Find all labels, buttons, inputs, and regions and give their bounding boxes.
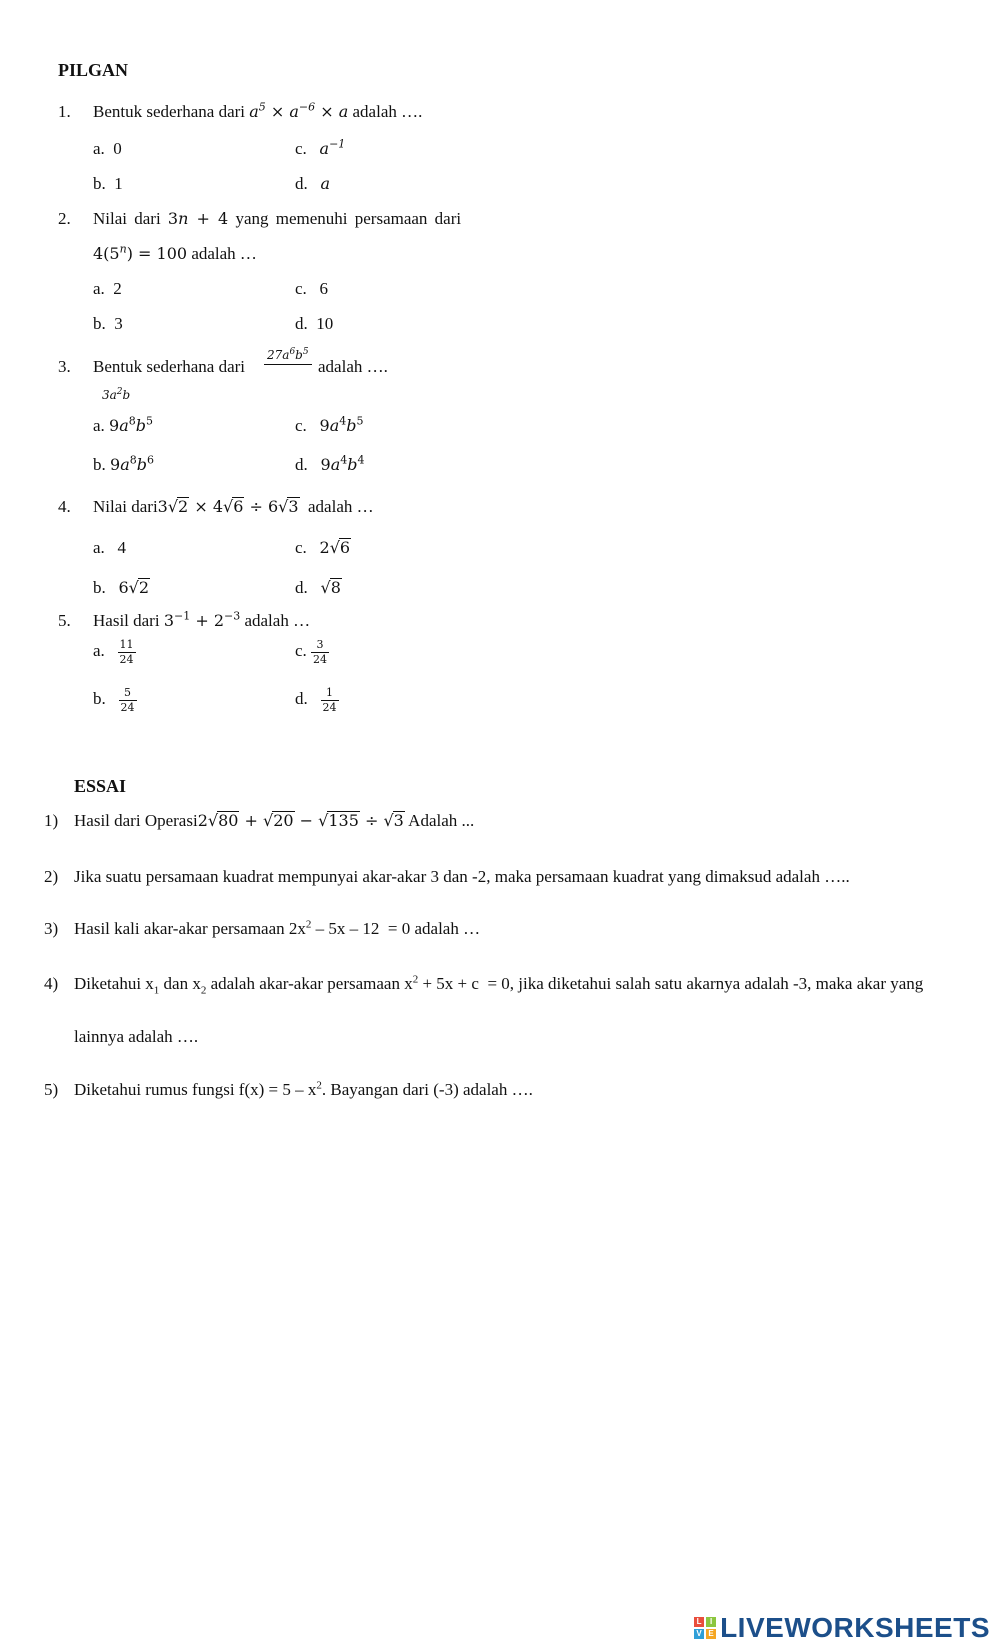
option-value: $9a^8b^6$ xyxy=(110,453,154,474)
option-value: 0 xyxy=(113,139,122,158)
q2-option-c[interactable] xyxy=(295,279,328,299)
question-3-number: 3. xyxy=(58,357,71,376)
option-label: a. xyxy=(93,641,105,661)
question-4-suffix: adalah … xyxy=(308,497,374,516)
option-label: b. xyxy=(93,578,106,597)
essay-1-suffix: Adalah ... xyxy=(408,811,475,830)
option-label: a. xyxy=(93,538,105,557)
q1-option-a[interactable] xyxy=(93,139,122,159)
option-label: b. xyxy=(93,174,106,193)
option-label: d. xyxy=(295,689,308,709)
option-label: c. xyxy=(295,538,307,557)
option-label: a. xyxy=(93,139,105,158)
option-label: c. xyxy=(295,139,307,158)
essay-4-equation: $x^2 + 5x + c = 0$ xyxy=(404,973,510,993)
option-label: d. xyxy=(295,174,308,193)
question-2-suffix: yang memenuhi persamaan dari xyxy=(235,209,462,228)
essay-4-line-2: lainnya adalah …. xyxy=(74,1027,199,1046)
q2-option-b[interactable] xyxy=(93,314,123,334)
essay-3-prefix: Hasil kali akar-akar persamaan xyxy=(74,919,285,938)
option-value: $a^{-1}$ xyxy=(319,137,346,158)
question-5-suffix: adalah … xyxy=(244,611,311,630)
question-2-line-2-suffix: adalah … xyxy=(191,244,257,263)
question-1-suffix: adalah …. xyxy=(352,102,423,121)
option-value: 3 xyxy=(114,314,123,333)
q4-option-a[interactable] xyxy=(93,538,126,558)
option-label: b. xyxy=(93,689,106,709)
option-label: b. xyxy=(93,314,106,333)
question-3-suffix: adalah …. xyxy=(318,357,388,376)
essay-3-number: 3) xyxy=(44,919,59,938)
essay-4-line-1: Diketahui $x_1$ dan $x_2$ adalah akar-akar persamaan $x^2 + 5x + c = 0$, jika diketahui salah satu akarnya adalah -3, maka akar yang xyxy=(74,973,924,997)
essay-3-text xyxy=(74,919,480,939)
essay-4-prefix: Diketahui xyxy=(74,974,142,993)
option-value: $\frac{1}{24}$ xyxy=(322,686,337,714)
q1-option-c[interactable] xyxy=(295,139,345,159)
option-label: a. xyxy=(93,416,105,435)
option-value: 6 xyxy=(319,279,329,298)
question-5-text xyxy=(93,611,310,631)
q5-option-c[interactable] xyxy=(295,638,329,667)
essay-4-number: 4) xyxy=(44,974,59,993)
essay-4-tail: , jika diketahui salah satu akarnya adalah -3, maka akar yang xyxy=(509,974,924,993)
option-value: $\frac{11}{24}$ xyxy=(119,638,134,666)
logo-square: L xyxy=(694,1617,704,1627)
essay-5-text: Diketahui rumus fungsi $f(x) = 5 - x^2$. Bayangan dari (-3) adalah …. xyxy=(74,1079,533,1099)
q3-option-a[interactable] xyxy=(93,416,153,436)
essay-1-expression: 2√80 + √20 − √135 ÷ √3 xyxy=(197,811,404,830)
question-1-text xyxy=(93,102,422,122)
essay-5-number: 5) xyxy=(44,1080,59,1099)
q3-option-c[interactable] xyxy=(295,416,364,436)
option-value: $9a^8b^5$ xyxy=(109,414,154,435)
essay-2-number: 2) xyxy=(44,867,59,886)
essay-5-suffix: . Bayangan dari (-3) adalah …. xyxy=(321,1080,533,1099)
option-label: a. xyxy=(93,279,105,298)
q5-option-b[interactable] xyxy=(93,686,137,715)
essay-5-prefix: Diketahui rumus fungsi f(x) = 5 – x xyxy=(74,1080,317,1099)
question-2-prefix: Nilai dari xyxy=(93,209,161,228)
option-value: $\frac{3}{24}$ xyxy=(313,638,328,666)
option-label: c. xyxy=(295,279,307,298)
question-3-prefix: Bentuk sederhana dari xyxy=(93,357,245,376)
option-value: 10 xyxy=(316,314,334,333)
option-label: d. xyxy=(295,578,308,597)
q5-option-a[interactable] xyxy=(93,638,136,667)
essay-4-mid-1: dan xyxy=(163,974,189,993)
option-label: c. xyxy=(295,641,307,661)
pilgan-heading: PILGAN xyxy=(58,60,129,80)
question-5-expression: $3^{-1} + 2^{-3}$ xyxy=(163,609,241,630)
question-3-denominator: $3a^2b$ xyxy=(102,387,131,402)
question-1-prefix: Bentuk sederhana dari xyxy=(93,102,245,121)
option-value: 2 xyxy=(113,279,122,298)
essay-2-text: Jika suatu persamaan kuadrat mempunyai akar-akar 3 dan -2, maka persamaan kuadrat yang dimaksud adalah ….. xyxy=(74,867,850,886)
essay-1-number: 1) xyxy=(44,811,59,830)
question-4-number: 4. xyxy=(58,497,71,516)
option-value: $\frac{5}{24}$ xyxy=(120,686,135,714)
q3-option-d[interactable] xyxy=(295,455,364,475)
option-value: 6√2 xyxy=(118,578,150,597)
essai-heading: ESSAI xyxy=(74,776,127,796)
option-value: √8 xyxy=(320,578,341,597)
essay-3-equation: $2x^2 - 5x - 12 = 0$ xyxy=(288,918,411,938)
option-value: 4 xyxy=(117,538,127,557)
q1-option-b[interactable] xyxy=(93,174,123,194)
logo-square: V xyxy=(694,1629,704,1639)
option-value: 2√6 xyxy=(319,538,351,557)
essay-4-mid-2: adalah akar-akar persamaan xyxy=(210,974,400,993)
essay-3-suffix: adalah … xyxy=(414,919,481,938)
q2-option-d[interactable] xyxy=(295,314,333,334)
option-label: d. xyxy=(295,314,308,333)
question-4-prefix: Nilai dari xyxy=(93,497,158,516)
essay-1-prefix: Hasil dari Operasi xyxy=(74,811,198,830)
logo-square: E xyxy=(706,1629,716,1639)
option-label: c. xyxy=(295,416,307,435)
question-1-expression: $a^5 \times a^{-6} \times a$ xyxy=(249,100,349,121)
q2-option-a[interactable] xyxy=(93,279,122,299)
liveworksheets-logo xyxy=(694,1612,990,1644)
question-2-number: 2. xyxy=(58,209,71,228)
logo-icon xyxy=(694,1617,716,1639)
q5-option-d[interactable] xyxy=(295,686,339,715)
option-value: 1 xyxy=(114,174,123,193)
question-2-line-2 xyxy=(93,244,257,264)
logo-text: LIVEWORKSHEETS xyxy=(720,1612,990,1643)
question-5-prefix: Hasil dari xyxy=(93,611,160,630)
option-value: $9a^4b^5$ xyxy=(319,414,364,435)
question-2-line-1 xyxy=(93,209,461,229)
essay-1-text xyxy=(74,811,474,831)
question-1-number: 1. xyxy=(58,102,71,121)
question-4-expression: 3√2 × 4√6 ÷ 6√3 xyxy=(157,497,299,516)
q4-option-c[interactable] xyxy=(295,538,351,558)
option-value: a xyxy=(320,174,331,193)
question-3-numerator: $27a^6b^5$ xyxy=(264,348,312,365)
question-5-number: 5. xyxy=(58,611,71,630)
q3-option-b[interactable] xyxy=(93,455,154,475)
question-2-expression: 3n + 4 xyxy=(167,209,229,228)
q1-option-d[interactable] xyxy=(295,174,330,194)
option-label: b. xyxy=(93,455,106,474)
q4-option-d[interactable] xyxy=(295,578,342,598)
q4-option-b[interactable] xyxy=(93,578,150,598)
logo-square: I xyxy=(706,1617,716,1627)
option-value: $9a^4b^4$ xyxy=(320,453,365,474)
question-4-text xyxy=(93,497,374,517)
question-2-equation: $4(5^n) = 100$ xyxy=(93,242,188,263)
option-label: d. xyxy=(295,455,308,474)
